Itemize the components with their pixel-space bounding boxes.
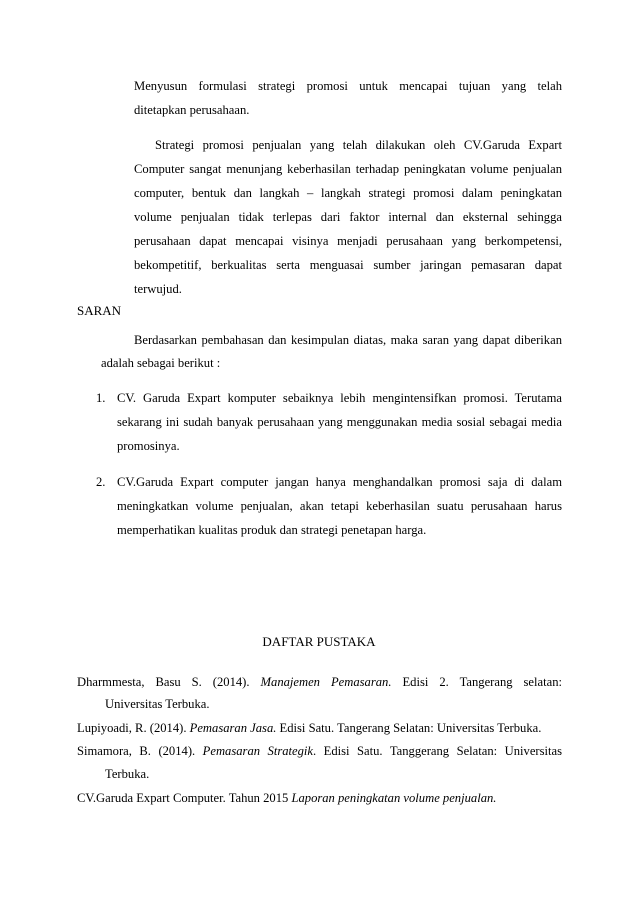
para2-line-5: perusahaan dapat mencapai visinya menjadi perusahaan yang berkompetensi,	[134, 234, 562, 248]
ref-2-publisher: Edisi Satu. Tangerang Selatan: Universitas Terbuka.	[276, 721, 542, 735]
bibliography-entry-1	[77, 674, 562, 690]
para1-line-1: Menyusun formulasi strategi promosi untuk mencapai tujuan yang telah	[134, 79, 562, 93]
saran-item-2-line-2: meningkatkan volume penjualan, akan tetapi keberhasilan suatu perusahaan harus	[117, 499, 562, 513]
ref-4-authors: CV.Garuda Expart Computer. Tahun 2015	[77, 791, 292, 805]
ref-2-authors: Lupiyoadi, R. (2014).	[77, 721, 190, 735]
bibliography-heading: DAFTAR PUSTAKA	[262, 634, 376, 649]
bibliography-entry-3	[77, 743, 562, 759]
saran-item-1-line-1: CV. Garuda Expart komputer sebaiknya lebih mengintensifkan promosi. Terutama	[117, 391, 562, 405]
bibliography-entry-2	[77, 720, 541, 736]
para2-line-3: computer, bentuk dan langkah – langkah strategi promosi dalam peningkatan	[134, 186, 562, 200]
ref-4-title: Laporan peningkatan volume penjualan.	[291, 791, 497, 805]
ref-2-title: Pemasaran Jasa.	[189, 721, 277, 735]
para2-line-2: Computer sangat menunjang keberhasilan terhadap peningkatan volume penjualan	[134, 162, 562, 176]
ref-1-authors: Dharmmesta, Basu S. (2014).	[77, 675, 261, 689]
saran-intro-line-2: adalah sebagai berikut :	[101, 356, 221, 370]
para2-line-6: bekompetitif, berkualitas serta menguasai sumber jaringan pemasaran dapat	[134, 258, 562, 272]
bibliography-entry-3-cont: Terbuka.	[105, 767, 150, 781]
ref-3-authors: Simamora, B. (2014).	[77, 744, 203, 758]
bibliography-entry-1-cont: Universitas Terbuka.	[105, 697, 210, 711]
para2-line-7: terwujud.	[134, 282, 182, 296]
saran-item-1-line-2: sekarang ini sudah banyak perusahaan yang menggunakan media sosial sebagai media	[117, 415, 562, 429]
ref-3-publisher: . Edisi Satu. Tanggerang Selatan: Universitas	[313, 744, 562, 758]
ref-1-publisher: Edisi 2. Tangerang selatan:	[391, 675, 562, 689]
saran-item-1-number: 1.	[96, 391, 106, 405]
saran-heading: SARAN	[77, 303, 122, 318]
ref-1-title: Manajemen Pemasaran.	[260, 675, 392, 689]
para2-line-4: volume penjualan tidak terlepas dari faktor internal dan eksternal sehingga	[134, 210, 562, 224]
para2-line-1: Strategi promosi penjualan yang telah dilakukan oleh CV.Garuda Expart	[155, 138, 562, 152]
saran-item-2-line-3: memperhatikan kualitas produk dan strategi penetapan harga.	[117, 523, 427, 537]
para1-line-2: ditetapkan perusahaan.	[134, 103, 250, 117]
bibliography-entry-4	[77, 790, 496, 806]
saran-item-2-line-1: CV.Garuda Expart computer jangan hanya menghandalkan promosi saja di dalam	[117, 475, 562, 489]
saran-item-1-line-3: promosinya.	[117, 439, 180, 453]
saran-intro-line-1: Berdasarkan pembahasan dan kesimpulan diatas, maka saran yang dapat diberikan	[134, 333, 562, 347]
ref-3-title: Pemasaran Strategik	[202, 744, 313, 758]
saran-item-2-number: 2.	[96, 475, 106, 489]
